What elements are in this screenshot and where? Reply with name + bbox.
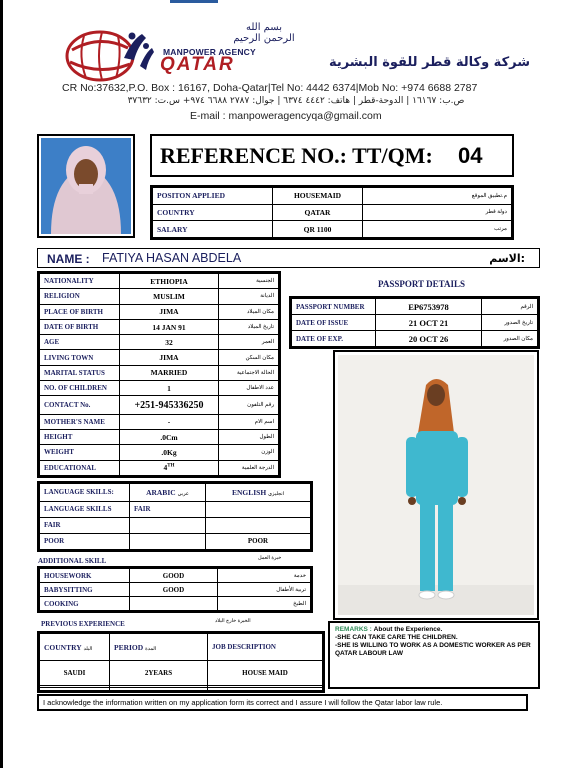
personal-value: 1 [120, 381, 219, 396]
position-label: POSITON APPLIED [153, 188, 273, 205]
remarks-box [328, 621, 540, 689]
personal-value: 32 [120, 335, 219, 350]
previous-experience-title-arabic: الخبرة خارج البلاد [215, 618, 251, 624]
passport-number-label: PASSPORT NUMBER [292, 299, 376, 315]
cooking-arabic: الطبخ [218, 597, 311, 611]
personal-details-table [37, 271, 281, 478]
applicant-full-photo-frame [333, 350, 539, 620]
personal-arabic: مكان الميلاد [219, 304, 279, 319]
applicant-portrait [41, 138, 131, 234]
salary-row [153, 221, 512, 238]
language-arabic-value [130, 517, 206, 533]
country-arabic: دولة قطر [363, 204, 512, 221]
bismillah-calligraphy: بسم الله الرحمن الرحيم [233, 22, 295, 44]
country-label: COUNTRY [153, 204, 273, 221]
top-accent-bar [170, 0, 218, 3]
language-arabic-value: FAIR [130, 501, 206, 517]
date-of-exp-label: DATE OF EXP. [292, 331, 376, 347]
personal-label: HEIGHT [40, 430, 120, 445]
personal-label: CONTACT No. [40, 396, 120, 414]
cooking-value [130, 597, 218, 611]
experience-country: SAUDI [40, 661, 110, 685]
personal-row [40, 414, 279, 429]
date-of-issue-row [292, 315, 538, 331]
country-value: QATAR [273, 204, 363, 221]
personal-label: RELIGION [40, 289, 120, 304]
babysitting-row [40, 583, 311, 597]
personal-value: 14 JAN 91 [120, 319, 219, 334]
language-row-label: POOR [40, 533, 130, 549]
housework-label: HOUSEWORK [40, 569, 130, 583]
personal-label: NO. OF CHILDREN [40, 381, 120, 396]
cooking-row [40, 597, 311, 611]
date-of-issue-label: DATE OF ISSUE [292, 315, 376, 331]
personal-label: AGE [40, 335, 120, 350]
personal-value: JIMA [120, 350, 219, 365]
position-value: HOUSEMAID [273, 188, 363, 205]
date-of-exp-value: 20 OCT 26 [376, 331, 482, 347]
passport-table [289, 296, 540, 349]
babysitting-value: GOOD [130, 583, 218, 597]
personal-row [40, 445, 279, 460]
previous-experience-title: PREVIOUS EXPERIENCE [41, 620, 125, 628]
email-line: E-mail : manpoweragencyqa@gmail.com [190, 110, 382, 122]
personal-arabic: تاريخ الميلاد [219, 319, 279, 334]
language-row [40, 501, 311, 517]
remarks-line: -SHE CAN TAKE CARE THE CHILDREN. [335, 634, 458, 641]
personal-row [40, 396, 279, 414]
personal-arabic: عدد الاطفال [219, 381, 279, 396]
contact-line: CR No:37632,P.O. Box : 16167, Doha-Qatar|Tel No: 4442 6374|Mob No: +974 6688 2787 [62, 82, 478, 94]
agency-name-big: QATAR [160, 54, 235, 75]
language-skills-table [37, 481, 313, 552]
agency-name-small: MANPOWER AGENCY [163, 47, 256, 57]
language-english-value [206, 501, 311, 517]
name-bar [37, 248, 540, 268]
language-english-value: POOR [206, 533, 311, 549]
experience-country [40, 688, 110, 691]
reference-number: 04 [458, 143, 483, 168]
personal-row [40, 304, 279, 319]
personal-row [40, 460, 279, 475]
personal-arabic: الدرجة العلمية [219, 460, 279, 475]
contact-line-arabic: ص.ب: ١٦١٦٧ | الدوحة-قطر | هاتف: ٤٤٤٢ ٦٣٧٤ | جوال: ٢٧٨٧ ٦٦٨٨ ٩٧٤+ س.ت: ٣٧٦٣٢ [127, 96, 465, 106]
additional-skill-table [37, 566, 313, 613]
agency-logo-globe [62, 26, 154, 82]
personal-label: DATE OF BIRTH [40, 319, 120, 334]
personal-row [40, 274, 279, 289]
acknowledgement: I acknowledge the information written on my application form its correct and I assure I will follow the Qatar labor law rule. [37, 694, 528, 711]
name-label: NAME : [47, 252, 90, 266]
housework-value: GOOD [130, 569, 218, 583]
cooking-label: COOKING [40, 597, 130, 611]
personal-label: EDUCATIONAL [40, 460, 120, 475]
personal-row [40, 289, 279, 304]
experience-row [40, 661, 323, 685]
date-of-issue-arabic: تاريخ الصدور [482, 315, 538, 331]
personal-row [40, 430, 279, 445]
salary-label: SALARY [153, 221, 273, 238]
experience-table [37, 631, 325, 693]
reference-label: REFERENCE NO.: TT/QM: [160, 143, 433, 168]
personal-arabic: الطول [219, 430, 279, 445]
babysitting-arabic: تربية الأطفال [218, 583, 311, 597]
reference-box [150, 134, 514, 177]
personal-label: LIVING TOWN [40, 350, 120, 365]
arabic-column-header: ARABIC عربي [130, 484, 206, 502]
page-left-edge [0, 0, 3, 768]
personal-arabic: العمر [219, 335, 279, 350]
personal-label: NATIONALITY [40, 274, 120, 289]
date-of-exp-row [292, 331, 538, 347]
date-of-exp-arabic: مكان الصدور [482, 331, 538, 347]
language-arabic-value [130, 533, 206, 549]
personal-value: ETHIOPIA [120, 274, 219, 289]
period-column-header: PERIOD المدة [110, 634, 208, 661]
experience-job [208, 688, 323, 691]
personal-value: MARRIED [120, 365, 219, 380]
personal-value: JIMA [120, 304, 219, 319]
country-column-header: COUNTRY البلد [40, 634, 110, 661]
english-column-header: ENGLISH انجليزي [206, 484, 311, 502]
passport-title: PASSPORT DETAILS [378, 279, 465, 289]
personal-label: MARITAL STATUS [40, 365, 120, 380]
passport-number-value: EP6753978 [376, 299, 482, 315]
personal-value: +251-945336250 [120, 396, 219, 414]
position-table [150, 185, 514, 240]
personal-value: 4TH [120, 460, 219, 475]
personal-value: .0Cm [120, 430, 219, 445]
additional-skill-title: ADDITIONAL SKILL [38, 557, 107, 565]
personal-label: MOTHER'S NAME [40, 414, 120, 429]
personal-arabic: الحالة الاجتماعية [219, 365, 279, 380]
personal-value: MUSLIM [120, 289, 219, 304]
position-arabic: م.تطبيق الموقع [363, 188, 512, 205]
experience-row [40, 688, 323, 691]
personal-row [40, 381, 279, 396]
applicant-full-photo [338, 355, 534, 615]
salary-value: QR 1100 [273, 221, 363, 238]
housework-row [40, 569, 311, 583]
personal-arabic: الجنسية [219, 274, 279, 289]
personal-row [40, 335, 279, 350]
agency-name-arabic: شركة وكالة قطر للقوة البشرية [328, 55, 530, 70]
passport-number-row [292, 299, 538, 315]
applicant-name: FATIYA HASAN ABDELA [102, 251, 242, 265]
experience-period: 2YEARS [110, 661, 208, 685]
personal-row [40, 350, 279, 365]
additional-skill-title-arabic: خبرة العمل [258, 555, 282, 561]
personal-row [40, 365, 279, 380]
housework-arabic: خدمة [218, 569, 311, 583]
personal-arabic: مكان السكن [219, 350, 279, 365]
salary-arabic: مرتب [363, 221, 512, 238]
experience-job: HOUSE MAID [208, 661, 323, 685]
name-arabic: الاسم: [489, 252, 525, 265]
language-row [40, 533, 311, 549]
personal-row [40, 319, 279, 334]
remarks-heading: REMARKS : About the Experience. [335, 626, 443, 633]
passport-number-arabic: الرقم [482, 299, 538, 315]
personal-value: - [120, 414, 219, 429]
language-row [40, 517, 311, 533]
personal-arabic: الوزن [219, 445, 279, 460]
language-row-label: LANGUAGE SKILLS [40, 501, 130, 517]
language-header-row [40, 484, 311, 502]
date-of-issue-value: 21 OCT 21 [376, 315, 482, 331]
personal-value: .0Kg [120, 445, 219, 460]
position-row [153, 188, 512, 205]
personal-label: PLACE OF BIRTH [40, 304, 120, 319]
personal-label: WEIGHT [40, 445, 120, 460]
experience-header-row [40, 634, 323, 661]
personal-arabic: رقم التلفون [219, 396, 279, 414]
experience-period [110, 688, 208, 691]
personal-arabic: الديانة [219, 289, 279, 304]
country-row [153, 204, 512, 221]
babysitting-label: BABYSITTING [40, 583, 130, 597]
personal-arabic: اسم الام [219, 414, 279, 429]
language-header: LANGUAGE SKILLS: [40, 484, 130, 502]
language-english-value [206, 517, 311, 533]
applicant-portrait-frame [37, 134, 135, 238]
language-row-label: FAIR [40, 517, 130, 533]
remarks-line: -SHE IS WILLING TO WORK AS A DOMESTIC WORKER AS PER QATAR LABOUR LAW [335, 642, 531, 657]
job-column-header: JOB DESCRIPTION [208, 634, 323, 661]
